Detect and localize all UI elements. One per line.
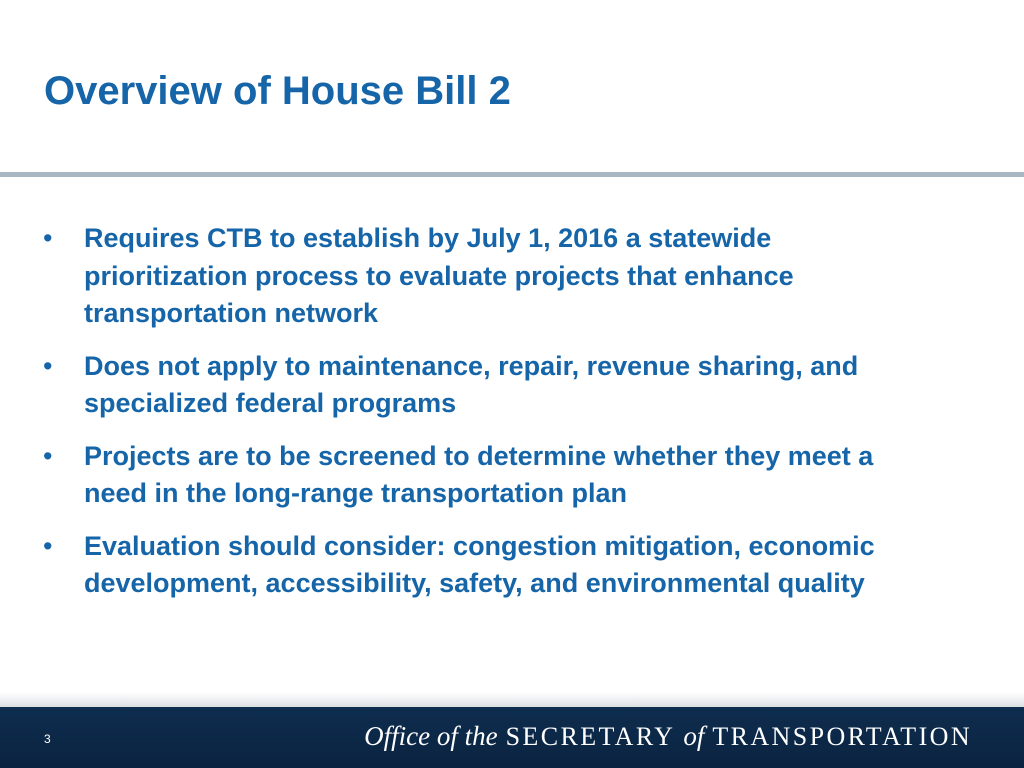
- logo-secretary: SECRETARY: [505, 722, 676, 751]
- bullet-list: [40, 220, 920, 618]
- footer-bar: [0, 707, 1024, 768]
- bullet-item: [40, 220, 920, 333]
- title-divider: [0, 172, 1024, 177]
- bullet-item: [40, 528, 920, 603]
- bullet-marker: •: [43, 530, 53, 561]
- logo-transportation: TRANSPORTATION: [712, 722, 972, 751]
- footer-shadow: [0, 692, 1024, 708]
- bullet-item: [40, 438, 920, 513]
- bullet-text: Does not apply to maintenance, repair, revenue sharing, and specialized federal programs: [84, 350, 859, 418]
- page-number: 3: [44, 732, 51, 746]
- slide-title: Overview of House Bill 2: [44, 69, 511, 113]
- bullet-text: Requires CTB to establish by July 1, 2016 a statewide prioritization process to evaluate projects that enhance transportation network: [84, 223, 794, 328]
- bullet-text: Projects are to be screened to determine whether they meet a need in the long-range transportation plan: [84, 440, 874, 508]
- bullet-marker: •: [43, 440, 53, 471]
- bullet-text: Evaluation should consider: congestion mitigation, economic development, accessibility, safety, and environmental quality: [84, 530, 875, 598]
- logo-office-of-the: Office of the: [364, 721, 498, 751]
- bullet-item: [40, 348, 920, 423]
- bullet-marker: •: [43, 223, 53, 253]
- logo-of: of: [683, 721, 705, 751]
- organization-logo: [364, 721, 972, 755]
- bullet-marker: •: [43, 350, 53, 381]
